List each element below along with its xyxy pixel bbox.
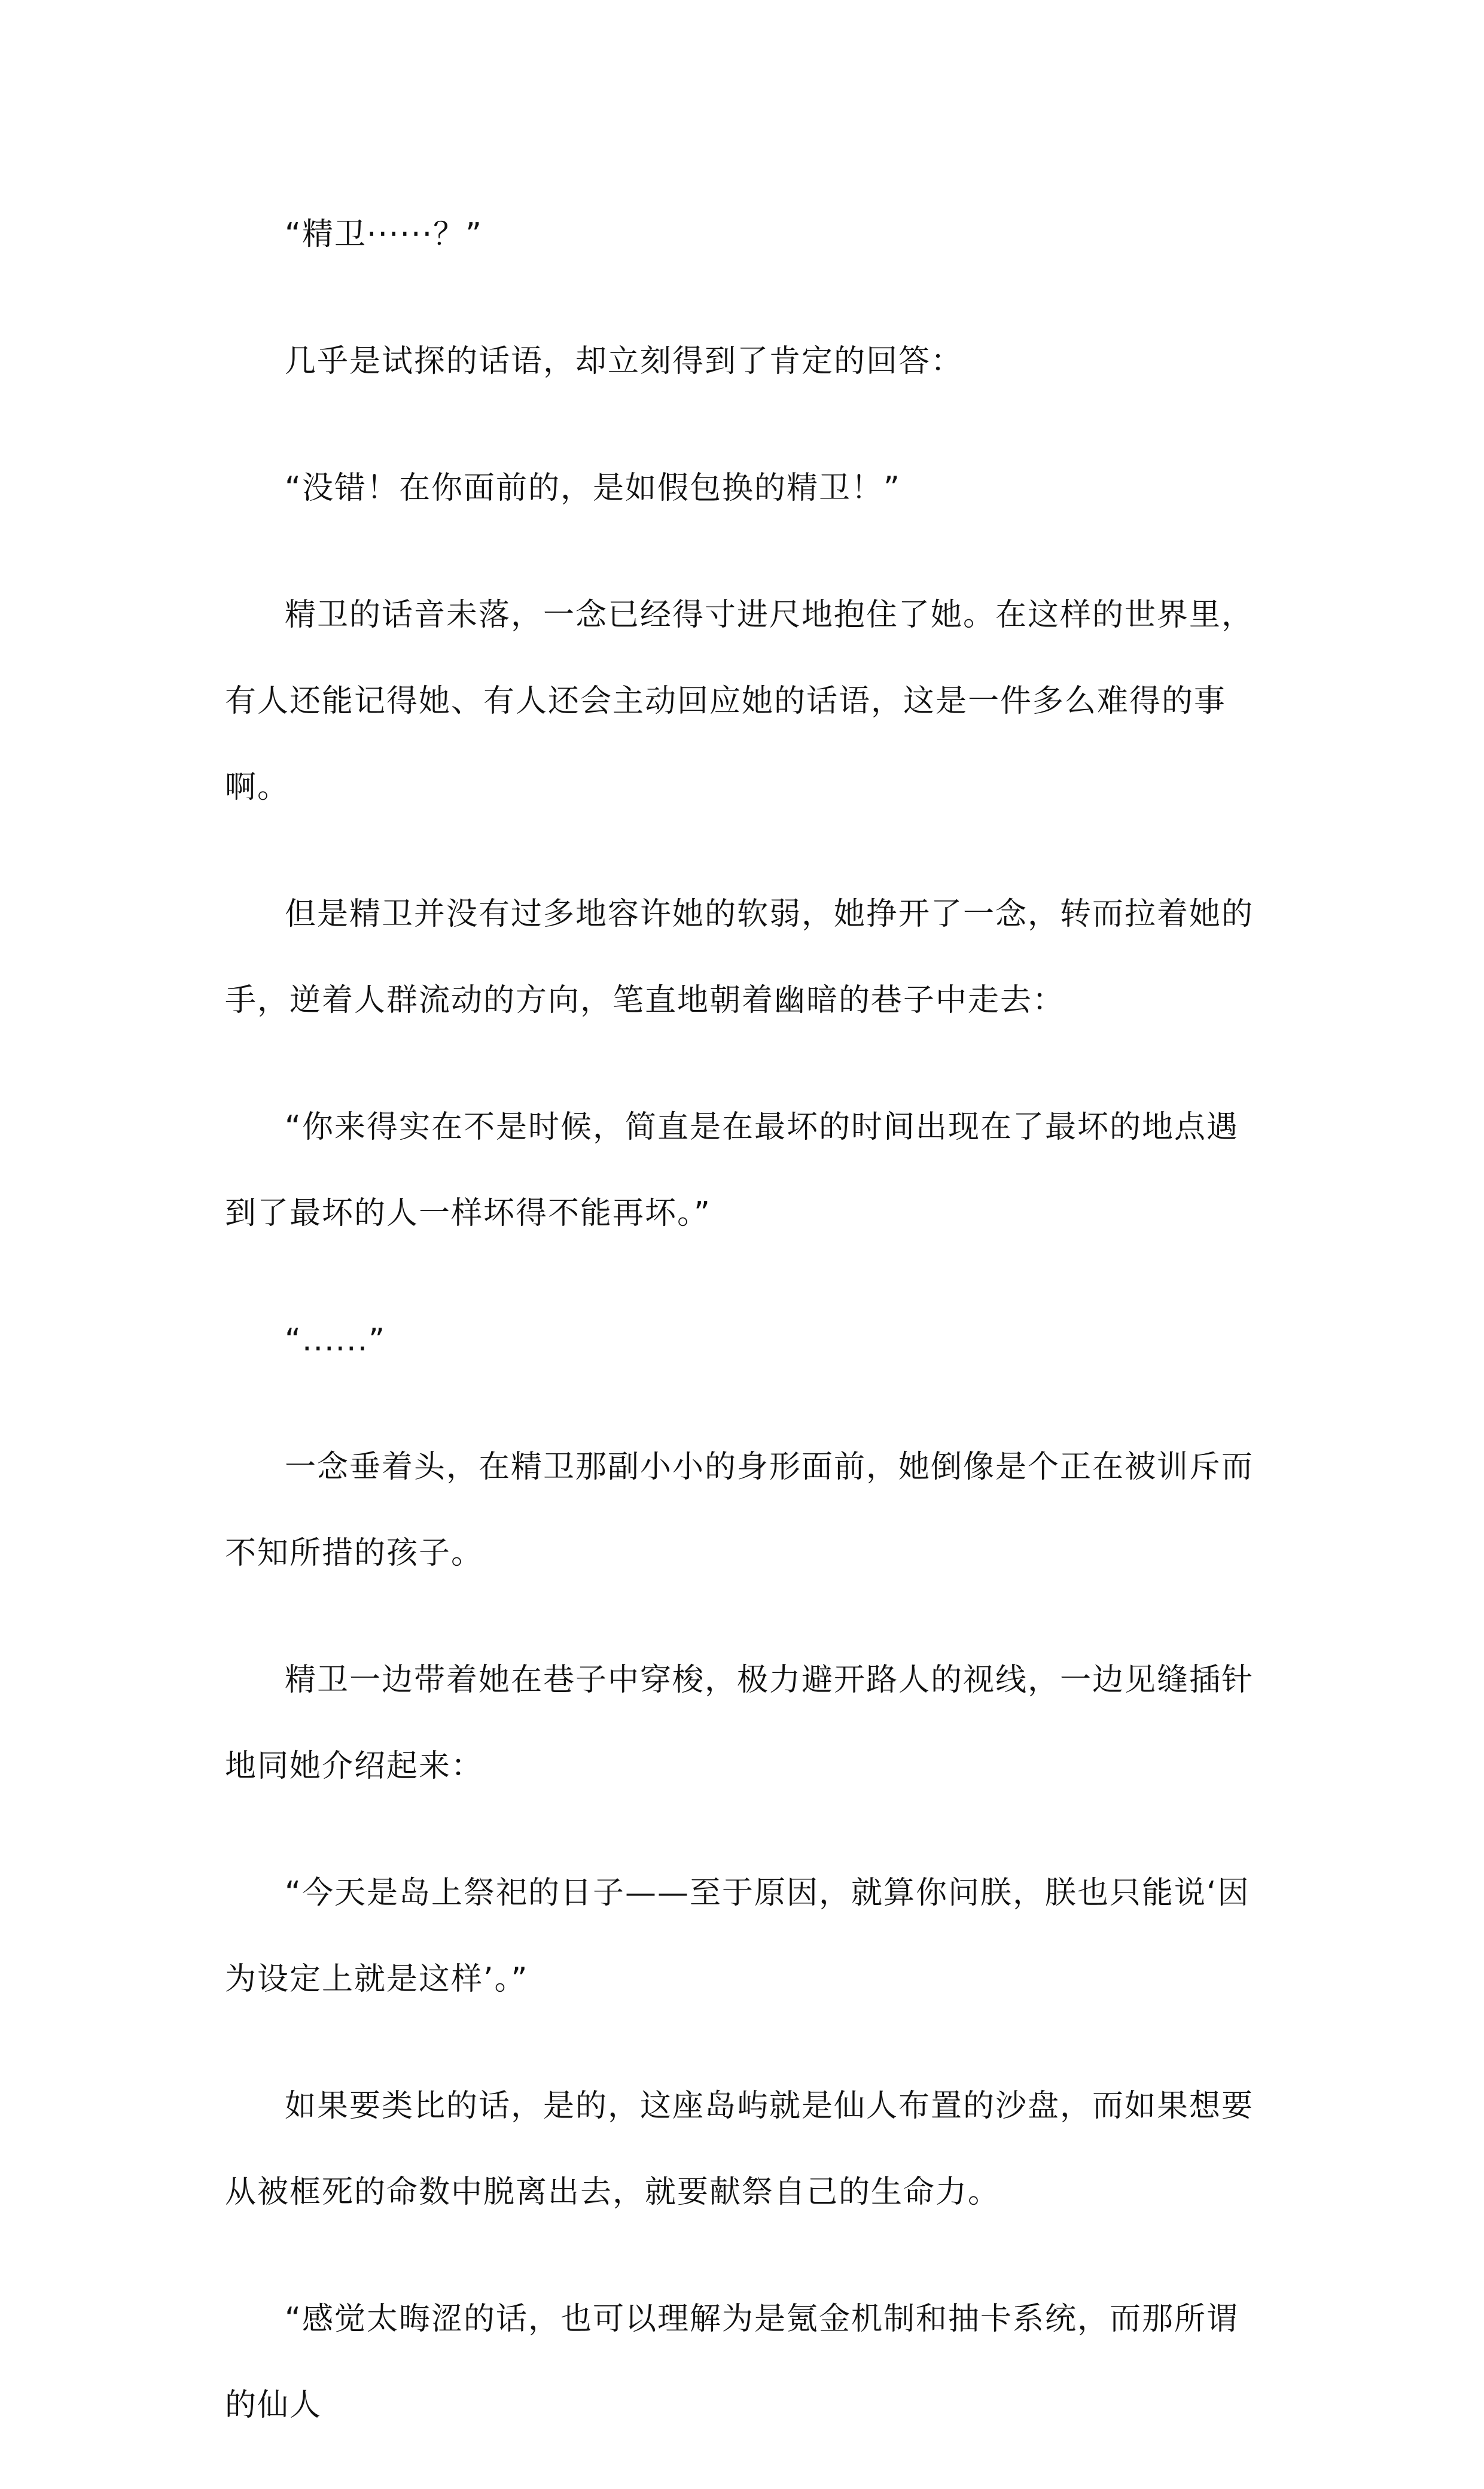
paragraph-12: “感觉太晦涩的话，也可以理解为是氪金机制和抽卡系统，而那所谓的仙人 xyxy=(225,2301,1239,2423)
paragraph-3: “没错！在你面前的，是如假包换的精卫！” xyxy=(285,470,901,506)
body-text xyxy=(225,191,1266,2489)
paragraph-4: 精卫的话音未落，一念已经得寸进尺地抱住了她。在这样的世界里，有人还能记得她、有人还会主动回应她的话语，这是一件多么难得的事啊。 xyxy=(225,597,1254,805)
paragraph-2: 几乎是试探的话语，却立刻得到了肯定的回答： xyxy=(285,343,964,379)
paragraph-10: “今天是岛上祭祀的日子——至于原因，就算你问朕，朕也只能说‘因为设定上就是这样’。” xyxy=(225,1875,1250,1997)
paragraph-11: 如果要类比的话，是的，这座岛屿就是仙人布置的沙盘，而如果想要从被框死的命数中脱离出去，就要献祭自己的生命力。 xyxy=(225,2088,1254,2210)
paragraph-1: “精卫······？” xyxy=(285,217,483,252)
paragraph-9: 精卫一边带着她在巷子中穿梭，极力避开路人的视线，一边见缝插针地同她介绍起来： xyxy=(225,1662,1254,1784)
paragraph-5: 但是精卫并没有过多地容许她的软弱，她挣开了一念，转而拉着她的手，逆着人群流动的方向，笔直地朝着幽暗的巷子中走去： xyxy=(225,896,1254,1018)
paragraph-6: “你来得实在不是时候，简直是在最坏的时间出现在了最坏的地点遇到了最坏的人一样坏得不能再坏。” xyxy=(225,1109,1239,1231)
paragraph-8: 一念垂着头，在精卫那副小小的身形面前，她倒像是个正在被训斥而不知所措的孩子。 xyxy=(225,1449,1254,1571)
paragraph-7: “......” xyxy=(285,1322,386,1358)
